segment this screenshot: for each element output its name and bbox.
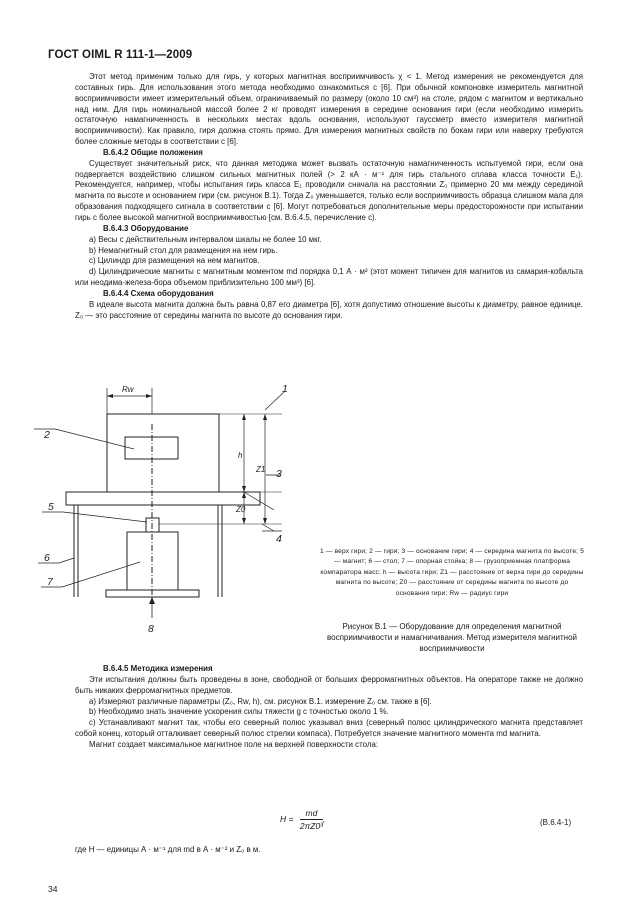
heading-general: B.6.4.2 Общие положения	[103, 147, 203, 157]
formula-trail: ,	[323, 813, 326, 824]
method-step-a: a) Измеряют различные параметры (Z₀, Rw, h), см. рисунок B.1. измерение Z₀ см. также в [6].	[89, 696, 432, 706]
equipment-item-b: b) Немагнитный стол для размещения на нем гирь.	[89, 245, 278, 255]
formula-numerator: md	[300, 808, 323, 820]
paragraph-max-field: Магнит создает максимальное магнитное поле на верхней поверхности стола:	[89, 739, 379, 749]
formula-where: где H — единицы А · м⁻¹ для md в А · м⁻² и Z₀ в м.	[75, 845, 261, 854]
page-header: ГОСТ OIML R 111-1—2009	[48, 49, 193, 61]
paragraph-scheme: В идеале высота магнита должна быть равна 0,87 его диаметра [6], хотя допустимо отношение высоты к диаметру, равное единице. Z₀ — это расстояние от середины магнита по высоте до основания гири.	[75, 299, 583, 320]
label-8: 8	[148, 623, 154, 635]
label-1: 1	[282, 383, 288, 395]
label-h: h	[238, 451, 243, 460]
method-step-b: b) Необходимо знать значение ускорения силы тяжести g с точностью около 1 %.	[89, 707, 389, 717]
label-2: 2	[44, 429, 50, 441]
label-4: 4	[276, 533, 282, 545]
method-step-c: c) Устанавливают магнит так, чтобы его северный полюс указывал вниз (северный полюс цилиндрического магнита представляет собой конец, который отталкивает северный полюс стрелки компаса). Потребуется значение магнитного момента md магнита.	[75, 718, 583, 739]
figure-legend: 1 — верх гири; 2 — гиря; 3 — основание гири; 4 — середина магнита по высоте; 5 — магнит; 6 — стол; 7 — опорная стойка; 8 — грузоприемная платформа компаратора масс; h — высота гири; Z1 — расстояние от верха гири до середины магнита по высоте; Z0 — расстояние от середины магнита по высоте до основания гири; Rw — радиус гири	[320, 548, 584, 597]
paragraph-intro: Этот метод применим только для гирь, у которых магнитная восприимчивость χ < 1. Метод измерения не рекомендуется для составных гирь. Для использования этого метода необходимо ознакомиться с [6]. При обычной компоновке измеритель магнитной восприимчивости имеет измерительный объем, ограничиваемый по размеру (около 10 см³) на столе, рядом с магнитом и вертикально над ним. Для гирь номинальной массой более 2 кг проводят измерения в середине основания гири (если необходимо измерить остаточную намагниченность в нескольких местах вдоль основания, используют гауссметр вместо измерителя магнитной восприимчивости). Как правило, гиря должна стоять прямо. Для измерения магнитных свойств по бокам гири или наверху требуются более сложные методы в соответствии с [6].	[75, 72, 583, 147]
formula-denominator: 2πZ0³	[299, 821, 324, 831]
label-3: 3	[276, 468, 282, 480]
page-number: 34	[48, 884, 58, 894]
paragraph-general: Существует значительный риск, что данная методика может вызвать остаточную намагниченность испытуемой гири, если она подвергается воздействию слишком сильных магнитных полей (> 2 кА · м⁻¹ для гирь стального сплава класса точности E₁). Рекомендуется, например, чтобы испытания гирь класса E₁ проводили сначала на расстоянии Z₀ примерно 20 мм между серединой магнита по высоте и основанием гири (см. рисунок B.1). Тогда Z₀ уменьшается, только если восприимчивость образца слишком мала для образования подходящего сигнала в соответствии с [6]. Могут потребоваться дополнительные меры предосторожности при испытании гирь с более высокой магнитной восприимчивостью [см. B.6.4.5, перечисление c).	[75, 158, 583, 222]
figure-caption: Рисунок B.1 — Оборудование для определения магнитной восприимчивости и намагничивания. Метод измерителя магнитной восприимчивости	[326, 622, 578, 653]
heading-scheme: B.6.4.4 Схема оборудования	[103, 288, 214, 298]
heading-equipment: B.6.4.3 Оборудование	[103, 223, 189, 233]
equipment-item-c: c) Цилиндр для размещения на нем магнитов.	[89, 256, 260, 266]
equipment-item-a: a) Весы с действительным интервалом шкалы не более 10 мкг.	[89, 234, 322, 244]
label-5: 5	[48, 501, 54, 513]
label-z0: Z0	[236, 505, 246, 514]
text-block-bottom	[75, 664, 583, 751]
label-rw: Rw	[122, 385, 134, 394]
label-z1: Z1	[256, 465, 266, 474]
table-top	[66, 492, 260, 505]
weight-top-outline	[107, 414, 219, 492]
formula-b6-4-1	[280, 808, 325, 831]
label-7: 7	[47, 576, 53, 588]
heading-method: B.6.4.5 Методика измерения	[103, 664, 213, 673]
figure-b1-diagram	[30, 382, 310, 672]
label-6: 6	[44, 552, 50, 564]
paragraph-method: Эти испытания должны быть проведены в зоне, свободной от больших ферромагнитных объектов. На операторе также не должно быть никаких ферромагнитных предметов.	[75, 674, 583, 695]
text-block-top	[75, 72, 583, 321]
equipment-item-d: d) Цилиндрические магниты с магнитным моментом md порядка 0,1 А · м² (этот момент типичен для магнитов из самария-кобальта или неодима-железа-бора объемом приблизительно 100 мм³) [6].	[75, 267, 583, 288]
equation-number: (B.6.4-1)	[540, 818, 572, 827]
formula-fraction	[299, 808, 326, 831]
formula-lhs: H =	[280, 813, 294, 824]
